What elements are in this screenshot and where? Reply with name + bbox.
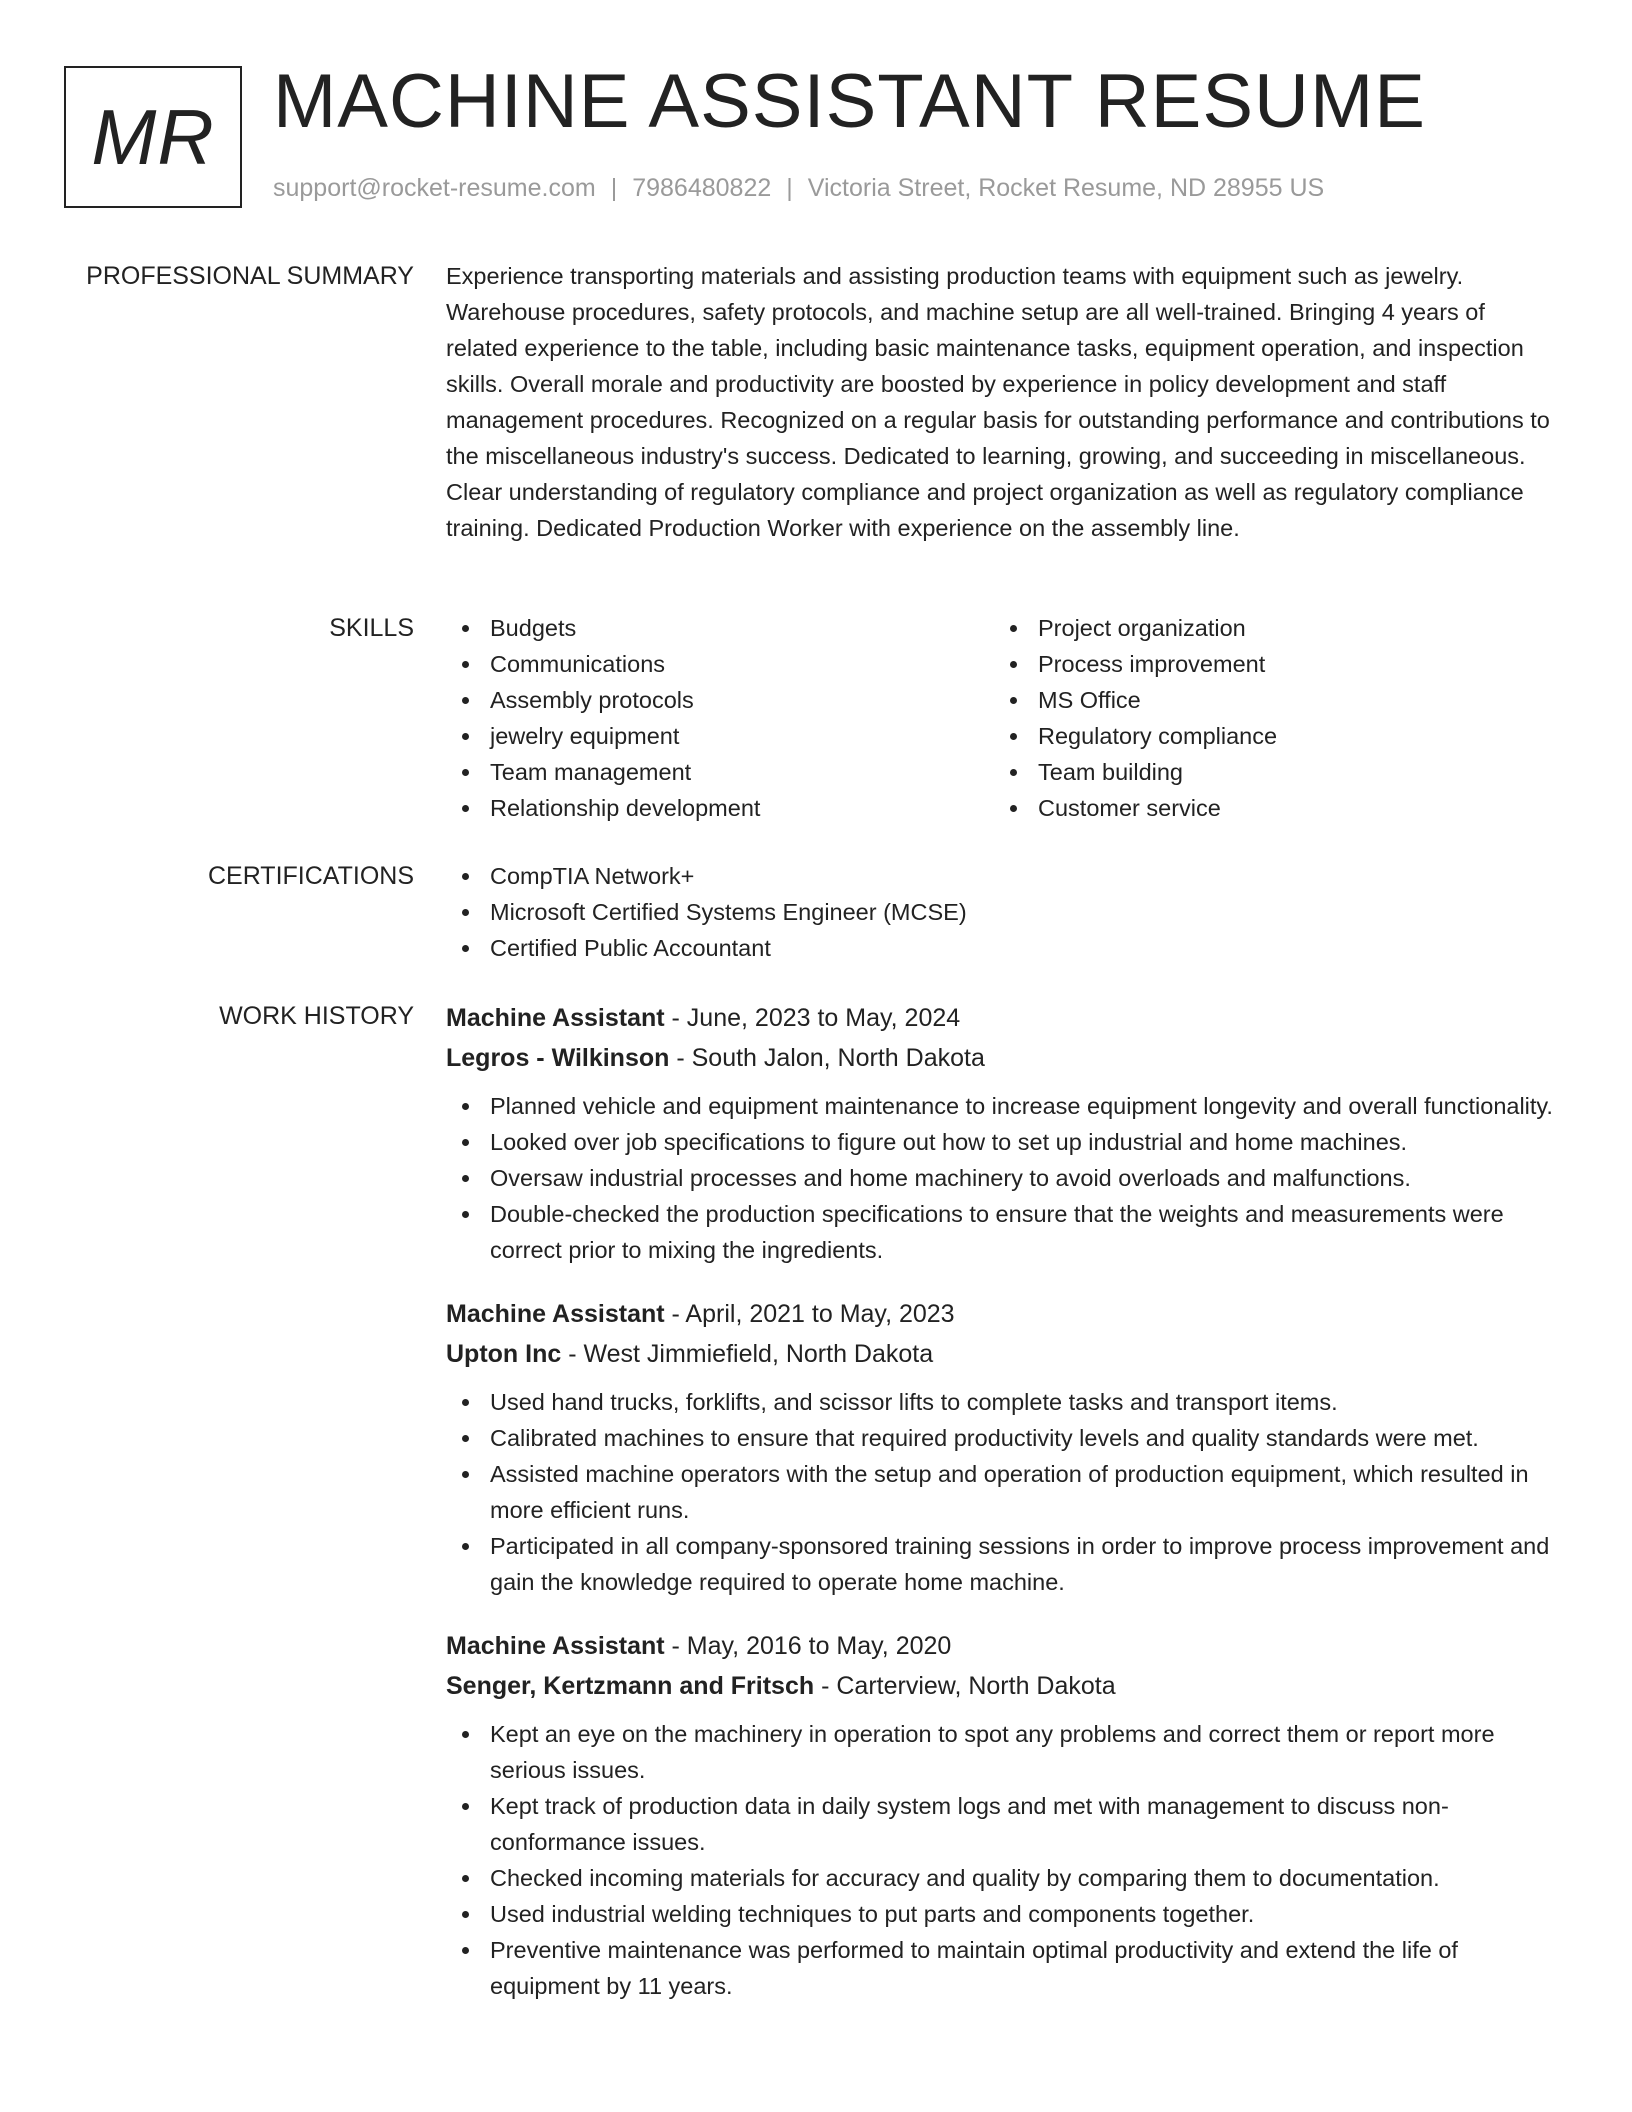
skill-item: Process improvement xyxy=(994,646,1542,682)
job-dates: - April, 2021 to May, 2023 xyxy=(664,1300,955,1328)
job-duty: Looked over job specifications to figure out how to set up industrial and home machines. xyxy=(446,1124,1556,1160)
contact-line xyxy=(273,172,1324,205)
job-company-line xyxy=(446,1666,1556,1706)
job-duty: Preventive maintenance was performed to maintain optimal productivity and extend the life of equipment by 11 years. xyxy=(446,1932,1556,2004)
skill-item: Budgets xyxy=(446,610,994,646)
certification-item: CompTIA Network+ xyxy=(446,858,1556,894)
skill-item: Project organization xyxy=(994,610,1542,646)
job-company: Upton Inc xyxy=(446,1340,562,1368)
certifications-list xyxy=(446,858,1556,966)
job-title: Machine Assistant xyxy=(446,1300,665,1328)
work-history-heading: WORK HISTORY xyxy=(219,1002,414,1030)
skill-item: jewelry equipment xyxy=(446,718,994,754)
job-duty: Calibrated machines to ensure that required productivity levels and quality standards were met. xyxy=(446,1420,1556,1456)
job-entry xyxy=(446,998,1556,1268)
certification-item: Microsoft Certified Systems Engineer (MCSE) xyxy=(446,894,1556,930)
job-title-line xyxy=(446,1626,1556,1666)
job-duty: Participated in all company-sponsored training sessions in order to improve process improvement and gain the knowledge required to operate home machine. xyxy=(446,1528,1556,1600)
job-company-line xyxy=(446,1334,1556,1374)
job-company-line xyxy=(446,1038,1556,1078)
skill-item: MS Office xyxy=(994,682,1542,718)
skills-list-left xyxy=(446,610,994,826)
skill-item: Team management xyxy=(446,754,994,790)
job-duty: Kept an eye on the machinery in operation to spot any problems and correct them or report more serious issues. xyxy=(446,1716,1556,1788)
summary-text: Experience transporting materials and assisting production teams with equipment such as jewelry. Warehouse procedures, safety protocols, and machine setup are all well-trained. Bringing 4 years of related experience to the table, including basic maintenance tasks, equipment operation, and inspection skills. Overall morale and productivity are boosted by experience in policy development and staff management procedures. Recognized on a regular basis for outstanding performance and contributions to the miscellaneous industry's success. Dedicated to learning, growing, and succeeding in miscellaneous. Clear understanding of regulatory compliance and project organization as well as regulatory compliance training. Dedicated Production Worker with experience on the assembly line. xyxy=(446,263,1550,541)
resume-title: MACHINE ASSISTANT RESUME xyxy=(273,59,1426,144)
skill-item: Customer service xyxy=(994,790,1542,826)
certifications-body xyxy=(446,858,1556,966)
contact-separator: | xyxy=(610,174,618,202)
job-duties-list xyxy=(446,1088,1556,1268)
skill-item: Communications xyxy=(446,646,994,682)
job-duty: Double-checked the production specifications to ensure that the weights and measurements were correct prior to mixing the ingredients. xyxy=(446,1196,1556,1268)
job-dates: - June, 2023 to May, 2024 xyxy=(664,1004,961,1032)
job-company: Senger, Kertzmann and Fritsch xyxy=(446,1672,815,1700)
contact-separator: | xyxy=(786,174,793,202)
summary-heading: PROFESSIONAL SUMMARY xyxy=(86,262,414,290)
skill-item: Team building xyxy=(994,754,1542,790)
contact-email: support@rocket-resume.com xyxy=(273,174,596,202)
contact-phone: 7986480822 xyxy=(632,174,772,202)
job-duties-list xyxy=(446,1384,1556,1600)
skills-columns xyxy=(446,610,1556,826)
job-company: Legros - Wilkinson xyxy=(446,1044,670,1072)
job-location: - Carterview, North Dakota xyxy=(814,1672,1116,1700)
skills-list-right xyxy=(994,610,1542,826)
monogram-initials: MR xyxy=(91,92,215,181)
job-duties-list xyxy=(446,1716,1556,2004)
job-duty: Oversaw industrial processes and home machinery to avoid overloads and malfunctions. xyxy=(446,1160,1556,1196)
contact-address: Victoria Street, Rocket Resume, ND 28955 US xyxy=(807,174,1325,202)
job-location: - West Jimmiefield, North Dakota xyxy=(561,1340,934,1368)
job-entry xyxy=(446,1626,1556,2004)
work-history-body xyxy=(446,998,1556,2030)
job-title: Machine Assistant xyxy=(446,1004,665,1032)
skills-heading: SKILLS xyxy=(329,614,414,642)
skill-item: Assembly protocols xyxy=(446,682,994,718)
skill-item: Relationship development xyxy=(446,790,994,826)
job-duty: Checked incoming materials for accuracy and quality by comparing them to documentation. xyxy=(446,1860,1556,1896)
monogram-box xyxy=(64,66,242,208)
skill-item: Regulatory compliance xyxy=(994,718,1542,754)
job-duty: Planned vehicle and equipment maintenance to increase equipment longevity and overall functionality. xyxy=(446,1088,1556,1124)
job-duty: Used industrial welding techniques to put parts and components together. xyxy=(446,1896,1556,1932)
certifications-heading: CERTIFICATIONS xyxy=(207,862,414,890)
job-entry xyxy=(446,1294,1556,1600)
job-title-line xyxy=(446,1294,1556,1334)
job-title-line xyxy=(446,998,1556,1038)
job-duty: Kept track of production data in daily system logs and met with management to discuss non-conformance issues. xyxy=(446,1788,1556,1860)
job-title: Machine Assistant xyxy=(446,1632,665,1660)
job-dates: - May, 2016 to May, 2020 xyxy=(664,1632,952,1660)
job-duty: Used hand trucks, forklifts, and scissor lifts to complete tasks and transport items. xyxy=(446,1384,1556,1420)
job-duty: Assisted machine operators with the setup and operation of production equipment, which resulted in more efficient runs. xyxy=(446,1456,1556,1528)
job-location: - South Jalon, North Dakota xyxy=(669,1044,985,1072)
summary-body xyxy=(446,258,1556,546)
skills-body xyxy=(446,610,1556,826)
certification-item: Certified Public Accountant xyxy=(446,930,1556,966)
